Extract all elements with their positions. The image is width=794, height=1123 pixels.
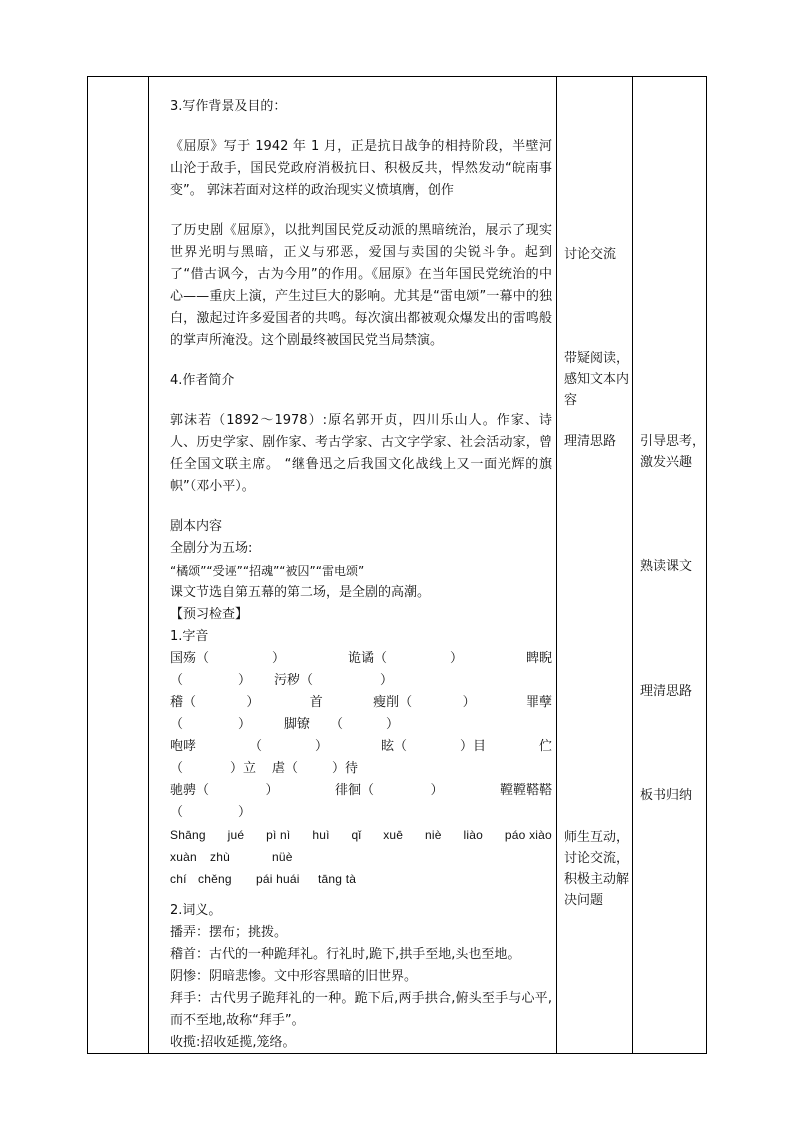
design-intent-clarify: 理清思路 (640, 684, 693, 699)
pinyin-row: xuàn zhù nüè (170, 850, 293, 864)
script-scenes-intro: 全剧分为五场: (170, 541, 253, 556)
pronunciation-row: 稽（ ） 首 瘦削（ ） 罪孽 (170, 695, 552, 710)
table-border-col2 (556, 76, 557, 1054)
preview-check-heading: 【预习检查】 (170, 607, 249, 622)
pronunciation-row: 咆哮 （ ） 眩（ ）目 伫 (170, 739, 552, 754)
background-para-2: 了历史剧《屈原》，以批判国民党反动派的黑暗统治，展示了现实世界光明与黑暗，正义与邪恶，爱国与卖国的尖锐斗争。起到了“借古讽今，古为今用”的作用。《屈原》在当年国民党统治的中心——重庆上演，产生过巨大的影响。尤其是“雷电颂”一幕中的独白，激起过许多爱国者的共鸣。每次演出都被观众爆发出的雷鸣般的掌声所淹没。这个剧最终被国民党当局禁演。 (170, 223, 552, 348)
table-top-border (87, 76, 707, 77)
section3-heading: 3.写作背景及目的： (170, 99, 287, 114)
design-intent-read: 熟读课文 (640, 559, 693, 574)
pinyin-row: chí chěng pái huái tāng tà (170, 872, 357, 886)
word-meaning-item: 稽首：古代的一种跪拜礼。行礼时,跪下,拱手至地,头也至地。 (170, 947, 521, 962)
script-scenes-list: “橘颂”“受诬”“招魂”“被囚”“雷电颂” (170, 564, 365, 578)
section4-heading: 4.作者简介 (170, 373, 235, 388)
pronunciation-heading: 1.字音 (170, 629, 209, 644)
word-meaning-item: 收揽:招收延揽,笼络。 (170, 1035, 296, 1050)
pronunciation-row: 国殇（ ） 诡谲（ ） 睥睨 (170, 651, 552, 666)
design-intent-board: 板书归纳 (640, 788, 693, 803)
table-border-col1 (148, 76, 149, 1054)
student-activity-read: 带疑阅读，感知文本内容 (564, 351, 630, 408)
pronunciation-row: （ ） 污秽（ ） (170, 673, 394, 688)
background-para-1: 《屈原》写于 1942 年 1 月，正是抗日战争的相持阶段，半壁河山沦于敌手，国民党政府消极抗日、积极反共，悍然发动“皖南事变”。 郭沫若面对这样的政治现实义愤填膺，创作 (170, 139, 552, 198)
script-content-heading: 剧本内容 (170, 519, 223, 534)
student-activity-interact: 师生互动，讨论交流，积极主动解决问题 (564, 830, 630, 908)
word-meaning-item: 拜手：古代男子跪拜礼的一种。跪下后,两手拱合,俯头至手与心平,而不至地,故称“拜手”。 (170, 991, 552, 1028)
design-intent-guide: 引导思考，激发兴趣 (640, 434, 706, 470)
pronunciation-row: （ ） (170, 805, 252, 820)
excerpt-note: 课文节选自第五幕的第二场，是全剧的高潮。 (170, 585, 431, 600)
student-activity-clarify: 理清思路 (564, 434, 617, 449)
pronunciation-row: （ ）立 虐（ ）待 (170, 761, 359, 776)
table-border-right (706, 76, 707, 1054)
pronunciation-row: 驰骋（ ） 徘徊（ ） 鞺鞺鞳鞳 (170, 783, 552, 798)
word-meaning-heading: 2.词义。 (170, 903, 222, 918)
word-meaning-item: 播弄：摆布；挑拨。 (170, 925, 288, 940)
word-meaning-item: 阴惨：阴暗悲惨。文中形容黑暗的旧世界。 (170, 969, 418, 984)
teaching-content-cell (170, 96, 552, 1054)
student-activity-discuss: 讨论交流 (564, 247, 617, 262)
pinyin-row: Shāng jué pì nì huì qǐ xuē niè liào páo xiào (170, 828, 552, 842)
table-border-left (87, 76, 88, 1054)
pronunciation-row: （ ） 脚镣 （ ） (170, 717, 400, 732)
table-border-col3 (632, 76, 633, 1054)
author-intro-para: 郭沫若（1892～1978）:原名郭开贞，四川乐山人。作家、诗人、历史学家、剧作家、考古学家、古文字学家、社会活动家，曾任全国文联主席。 “继鲁迅之后我国文化战线上又一面光辉的旗帜”（邓小平）。 (170, 413, 552, 494)
